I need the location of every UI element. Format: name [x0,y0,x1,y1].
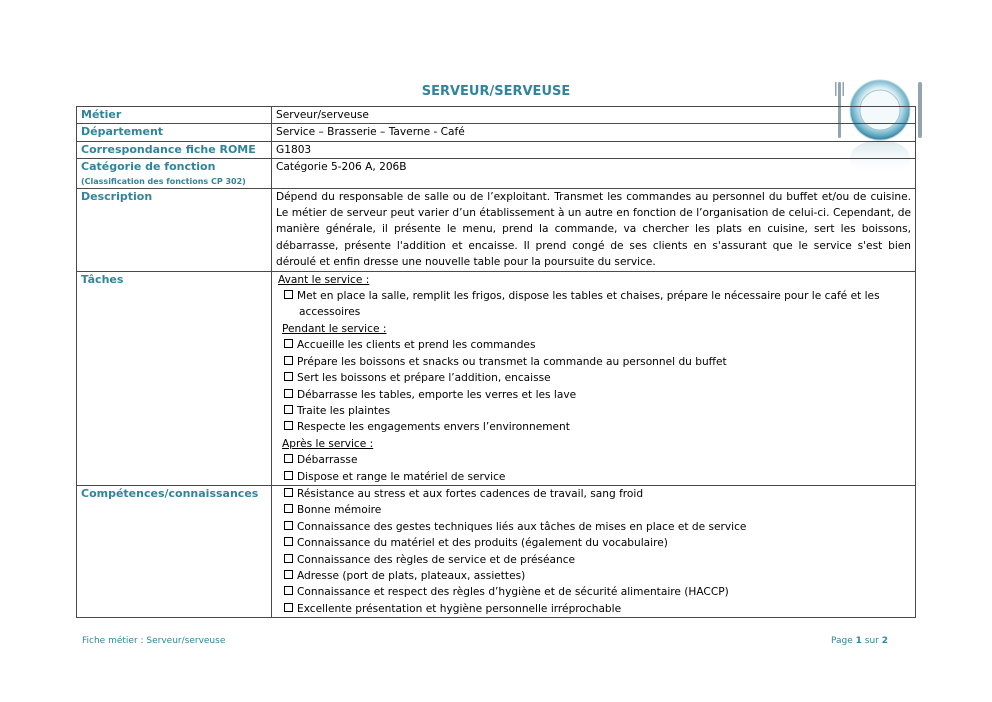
footer-doc-name: Fiche métier : Serveur/serveuse [82,636,226,646]
task-text: Débarrasse [297,454,358,467]
skill-item [276,601,911,617]
task-text: Dispose et range le matériel de service [297,470,506,483]
checkbox-icon [284,554,293,563]
checkbox-icon [284,471,293,480]
task-item [276,387,911,403]
skill-item [276,535,911,551]
task-item [276,469,911,485]
checkbox-icon [284,421,293,430]
page-sep: sur [864,636,879,646]
checkbox-icon [284,488,293,497]
row-competences [77,485,916,617]
skill-text: Connaissance et respect des règles d’hygiène et de sécurité alimentaire (HACCP) [297,586,729,599]
page-title: SERVEUR/SERVEUSE [421,84,571,99]
task-item [276,419,911,435]
skill-text: Bonne mémoire [297,504,382,517]
skill-text: Connaissance des gestes techniques liés aux tâches de mises en place et de service [297,520,747,533]
section-apres: Après le service : [282,437,374,450]
value-metier: Serveur/serveuse [272,107,916,124]
task-item [276,370,911,386]
skill-text: Connaissance du matériel et des produits (également du vocabulaire) [297,537,668,550]
value-categorie: Catégorie 5-206 A, 206B [272,159,916,188]
checkbox-icon [284,454,293,463]
skill-text: Adresse (port de plats, plateaux, assiettes) [297,569,526,582]
value-departement: Service – Brasserie – Taverne - Café [272,124,916,141]
skill-text: Connaissance des règles de service et de préséance [297,553,576,566]
page-current: 1 [855,636,862,646]
value-description: Dépend du responsable de salle ou de l’exploitant. Transmet les commandes au personnel du buffet et/ou de cuisine. Le métier de serveur peut varier d’un établissement à un autre en fonction de l’organisation de celui-ci. Cependant, de manière générale, il présente le menu, prend la commande, va chercher les plats en cuisine, sert les boissons, débarrasse, présente l'addition et encaisse. Il prend congé de ses clients en s'assurant que le service s'est bien déroulé et enfin dresse une nouvelle table pour la poursuite du service. [272,188,916,271]
section-avant: Avant le service : [278,273,370,286]
task-item [276,288,911,321]
job-sheet-table [76,106,916,618]
skill-item [276,568,911,584]
skill-item [276,552,911,568]
task-text: Débarrasse les tables, emporte les verres et les lave [297,388,577,401]
row-description [77,188,916,271]
task-item [276,337,911,353]
label-departement: Département [77,124,272,141]
checkbox-icon [284,570,293,579]
skill-item [276,519,911,535]
checkbox-icon [284,586,293,595]
label-rome: Correspondance fiche ROME [77,141,272,158]
checkbox-icon [284,603,293,612]
value-competences [272,485,916,617]
row-departement [77,124,916,141]
task-item [276,452,911,468]
checkbox-icon [284,504,293,513]
checkbox-icon [284,356,293,365]
value-rome: G1803 [272,141,916,158]
value-taches [272,271,916,485]
label-competences: Compétences/connaissances [77,485,272,617]
checkbox-icon [284,389,293,398]
page-total: 2 [881,636,888,646]
row-rome [77,141,916,158]
skill-item [276,584,911,600]
label-description: Description [77,188,272,271]
task-text: Met en place la salle, remplit les frigos, dispose les tables et chaises, prépare le nécessaire pour le café et les accessoires [297,290,880,319]
label-metier: Métier [77,107,272,124]
label-categorie-main: Catégorie de fonction [81,160,216,174]
skill-text: Résistance au stress et aux fortes cadences de travail, sang froid [297,487,644,500]
section-pendant: Pendant le service : [282,322,387,335]
task-text: Accueille les clients et prend les commandes [297,339,536,352]
task-text: Traite les plaintes [297,404,391,417]
task-item [276,354,911,370]
checkbox-icon [284,537,293,546]
checkbox-icon [284,290,293,299]
task-text: Respecte les engagements envers l’environnement [297,421,570,434]
task-text: Sert les boissons et prépare l’addition, encaisse [297,372,551,385]
skill-item [276,502,911,518]
task-text: Prépare les boissons et snacks ou transmet la commande au personnel du buffet [297,355,727,368]
checkbox-icon [284,339,293,348]
label-categorie-sub: (Classification des fonctions CP 302) [81,176,246,186]
row-taches [77,271,916,485]
row-categorie [77,159,916,188]
label-categorie [77,159,272,188]
checkbox-icon [284,372,293,381]
page-prefix: Page [830,636,853,646]
checkbox-icon [284,405,293,414]
footer-page-number [831,636,888,646]
label-taches: Tâches [77,271,272,485]
checkbox-icon [284,521,293,530]
skill-text: Excellente présentation et hygiène personnelle irréprochable [297,602,622,615]
skill-item [276,486,911,502]
task-item [276,403,911,419]
row-metier [77,107,916,124]
